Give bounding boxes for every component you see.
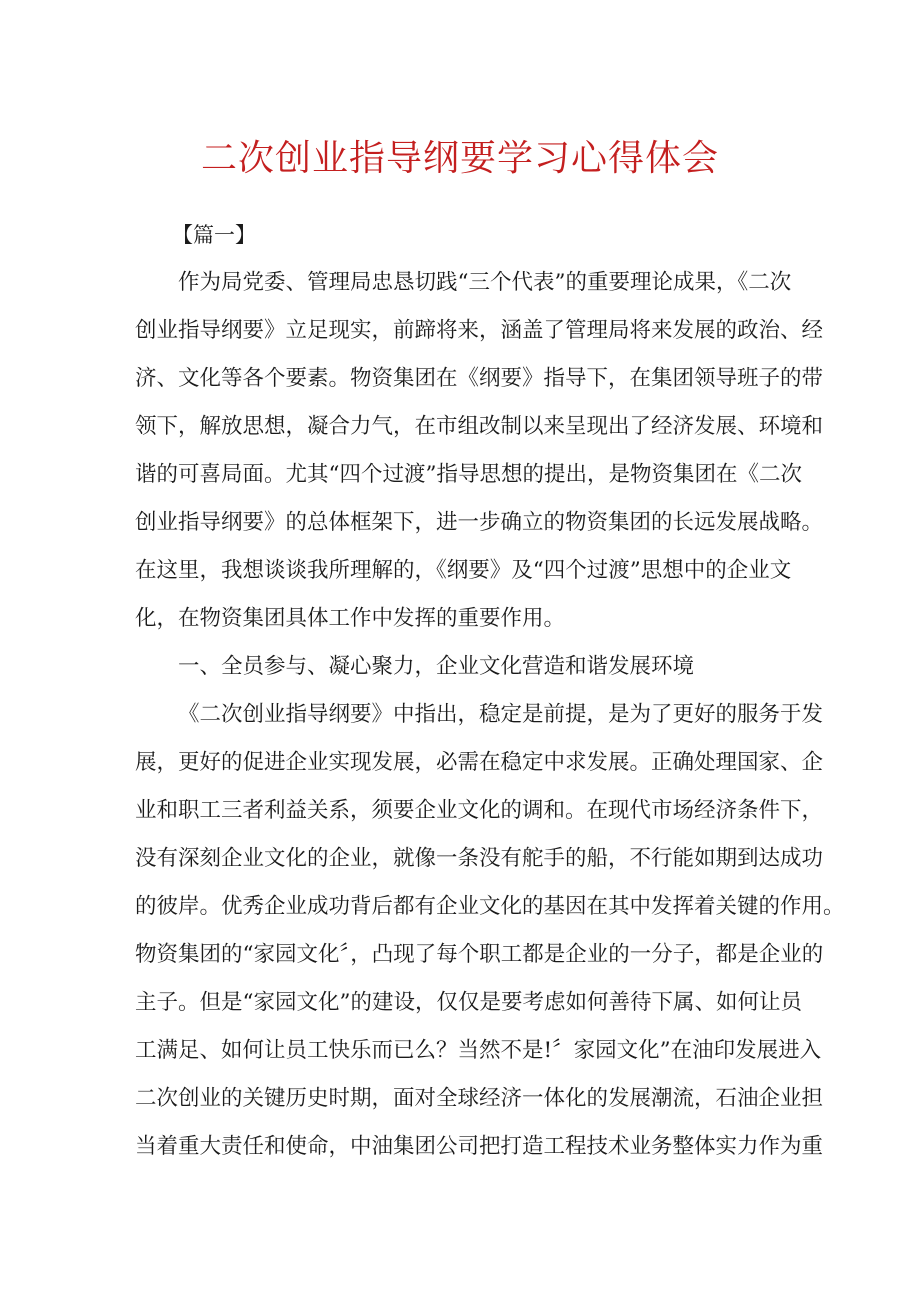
paragraph-line: 当着重大责任和使命，中油集团公司把打造工程技术业务整体实力作为重	[135, 1134, 824, 1159]
paragraph-line: 在这里，我想谈谈我所理解的，《纲要》及“四个过渡”思想中的企业文	[135, 558, 792, 583]
paragraph-line: 的彼岸。优秀企业成功背后都有企业文化的基因在其中发挥着关键的作用。	[135, 894, 845, 919]
paragraph-line: 创业指导纲要》立足现实，前蹄将来，涵盖了管理局将来发展的政治、经	[135, 318, 824, 343]
paragraph-line: 没有深刻企业文化的企业，就像一条没有舵手的船，不行能如期到达成功	[135, 846, 824, 871]
paragraph-line: 物资集团的“家园文化〞，凸现了每个职工都是企业的一分子，都是企业的	[135, 942, 824, 967]
section-heading: 一、全员参与、凝心聚力，企业文化营造和谐发展环境	[178, 654, 695, 679]
paragraph-line: 创业指导纲要》的总体框架下，进一步确立的物资集团的长远发展战略。	[135, 510, 824, 535]
paragraph-line: 二次创业的关键历史时期，面对全球经济一体化的发展潮流，石油企业担	[135, 1086, 824, 1111]
paragraph-line: 化，在物资集团具体工作中发挥的重要作用。	[135, 606, 566, 631]
paragraph-line: 作为局党委、管理局忠恳切践“三个代表”的重要理论成果，《二次	[178, 270, 792, 295]
paragraph-line: 领下，解放思想，凝合力气，在市组改制以来呈现出了经济发展、环境和	[135, 414, 824, 439]
paragraph-line: 展，更好的促进企业实现发展，必需在稳定中求发展。正确处理国家、企	[135, 750, 824, 775]
paragraph-line: 谐的可喜局面。尤其“四个过渡”指导思想的提出，是物资集团在《二次	[135, 462, 802, 487]
section-label: 【篇一】	[172, 223, 256, 247]
paragraph-line: 《二次创业指导纲要》中指出，稳定是前提，是为了更好的服务于发	[178, 702, 824, 727]
paragraph-line: 业和职工三者利益关系，须要企业文化的调和。在现代市场经济条件下，	[135, 798, 824, 823]
paragraph-line: 主子。但是“家园文化”的建设，仅仅是要考虑如何善待下属、如何让员	[135, 990, 802, 1015]
paragraph-line: 工满足、如何让员工快乐而已么？当然不是!〞家园文化”在油印发展进入	[135, 1038, 822, 1063]
document-title: 二次创业指导纲要学习心得体会	[200, 138, 719, 179]
paragraph-line: 济、文化等各个要素。物资集团在《纲要》指导下，在集团领导班子的带	[135, 366, 824, 391]
